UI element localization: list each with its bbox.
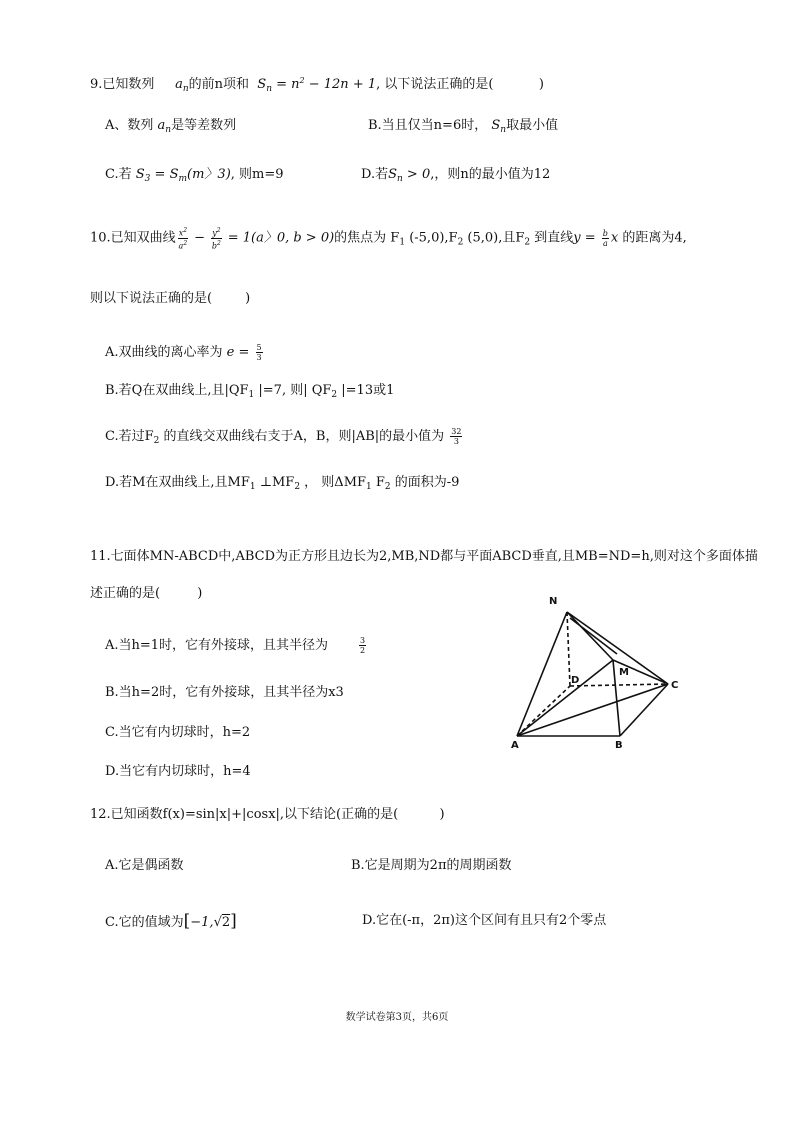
edge-n-m-upper xyxy=(570,618,617,654)
label-a: A xyxy=(511,740,519,750)
q9-option-b: B.当且仅当n=6时， $S_n$取最小值 xyxy=(368,118,559,135)
q12-option-d: D.它在(-π，2π)这个区间有且只有2个零点 xyxy=(362,913,607,928)
q12-stem: 12.已知函数f(x)=sin|x|+|cosx|,以下结论(正确的是( ) xyxy=(90,807,445,822)
q11-option-b: B.当h=2时，它有外接球，且其半径为x3 xyxy=(105,685,344,700)
edge-ad xyxy=(517,686,570,736)
q10-stem-line2: 则以下说法正确的是( ) xyxy=(90,291,251,306)
q9-option-c: C.若 $S_3 = S_m(m$〉3), 则m=9 xyxy=(105,167,284,184)
edge-ac xyxy=(517,684,668,736)
q12-option-b: B.它是周期为2π的周期函数 xyxy=(351,858,512,873)
page-footer: 数学试卷第3页，共6页 xyxy=(345,1012,449,1023)
q9-option-a: A、数列 $a_n$是等差数列 xyxy=(105,118,237,135)
q9-option-d: D.若$S_n > 0$,，则n的最小值为12 xyxy=(361,167,551,184)
edge-nd xyxy=(567,612,570,686)
q10-option-b: B.若Q在双曲线上,且$|QF_1$ |=7, 则| $QF_2$ |=13或1 xyxy=(105,383,395,400)
q12-option-c: C.它的值域为[−1,√2] xyxy=(105,911,237,931)
q11-option-a: A.当h=1时，它有外接球，且其半径为 $\frac{3}{2}$ xyxy=(105,636,366,655)
label-c: C xyxy=(671,680,679,691)
q12-option-a: A.它是偶函数 xyxy=(105,858,184,873)
q9-stem: 9.已知数列 $a_n$的前n项和 $S_n = n^2 - 12n + 1$, 以下说法正确的是( ) xyxy=(90,76,544,94)
q11-option-c: C.当它有内切球时，h=2 xyxy=(105,725,251,740)
q10-option-a: A.双曲线的离心率为 e = $\frac{5}{3}$ xyxy=(105,343,262,362)
q10-option-d: D.若M在双曲线上,且$MF_1$ $\perp MF_2$ ， 则$\Delta MF_1$ $F_2$ 的面积为-9 xyxy=(105,475,460,492)
q11-option-d: D.当它有内切球时，h=4 xyxy=(105,764,251,779)
edge-nm xyxy=(567,612,613,660)
label-n: N xyxy=(549,596,558,607)
label-b: B xyxy=(615,740,623,750)
q10-stem: 10.已知双曲线 $\frac{x^2}{a^2}$ − $\frac{y^2}{b^2}$ = 1(a〉0, b > 0)的焦点为 $F_1$ $(-5,0),F_2$ (5,0),且$F_2$ 到直线y = $\frac{b}{a}$ x 的距离为4, xyxy=(90,227,687,251)
polyhedron-figure xyxy=(505,590,695,750)
label-m: M xyxy=(619,667,629,678)
edge-am xyxy=(517,660,613,736)
q11-stem-line2: 述正确的是( ) xyxy=(90,586,203,601)
q11-stem: 11.七面体MN-ABCD中,ABCD为正方形且边长为2,MB,ND都与平面ABCD垂直,且MB=ND=h,则对这个多面体描 xyxy=(90,549,758,564)
label-d: D xyxy=(571,675,580,686)
edge-an xyxy=(517,612,567,736)
q10-option-c: C.若过$F_2$ 的直线交双曲线右支于A，B，则|AB|的最小值为 $\frac{32}{3}$ xyxy=(105,427,462,446)
edge-dc xyxy=(570,684,668,686)
edge-nc xyxy=(567,612,668,684)
